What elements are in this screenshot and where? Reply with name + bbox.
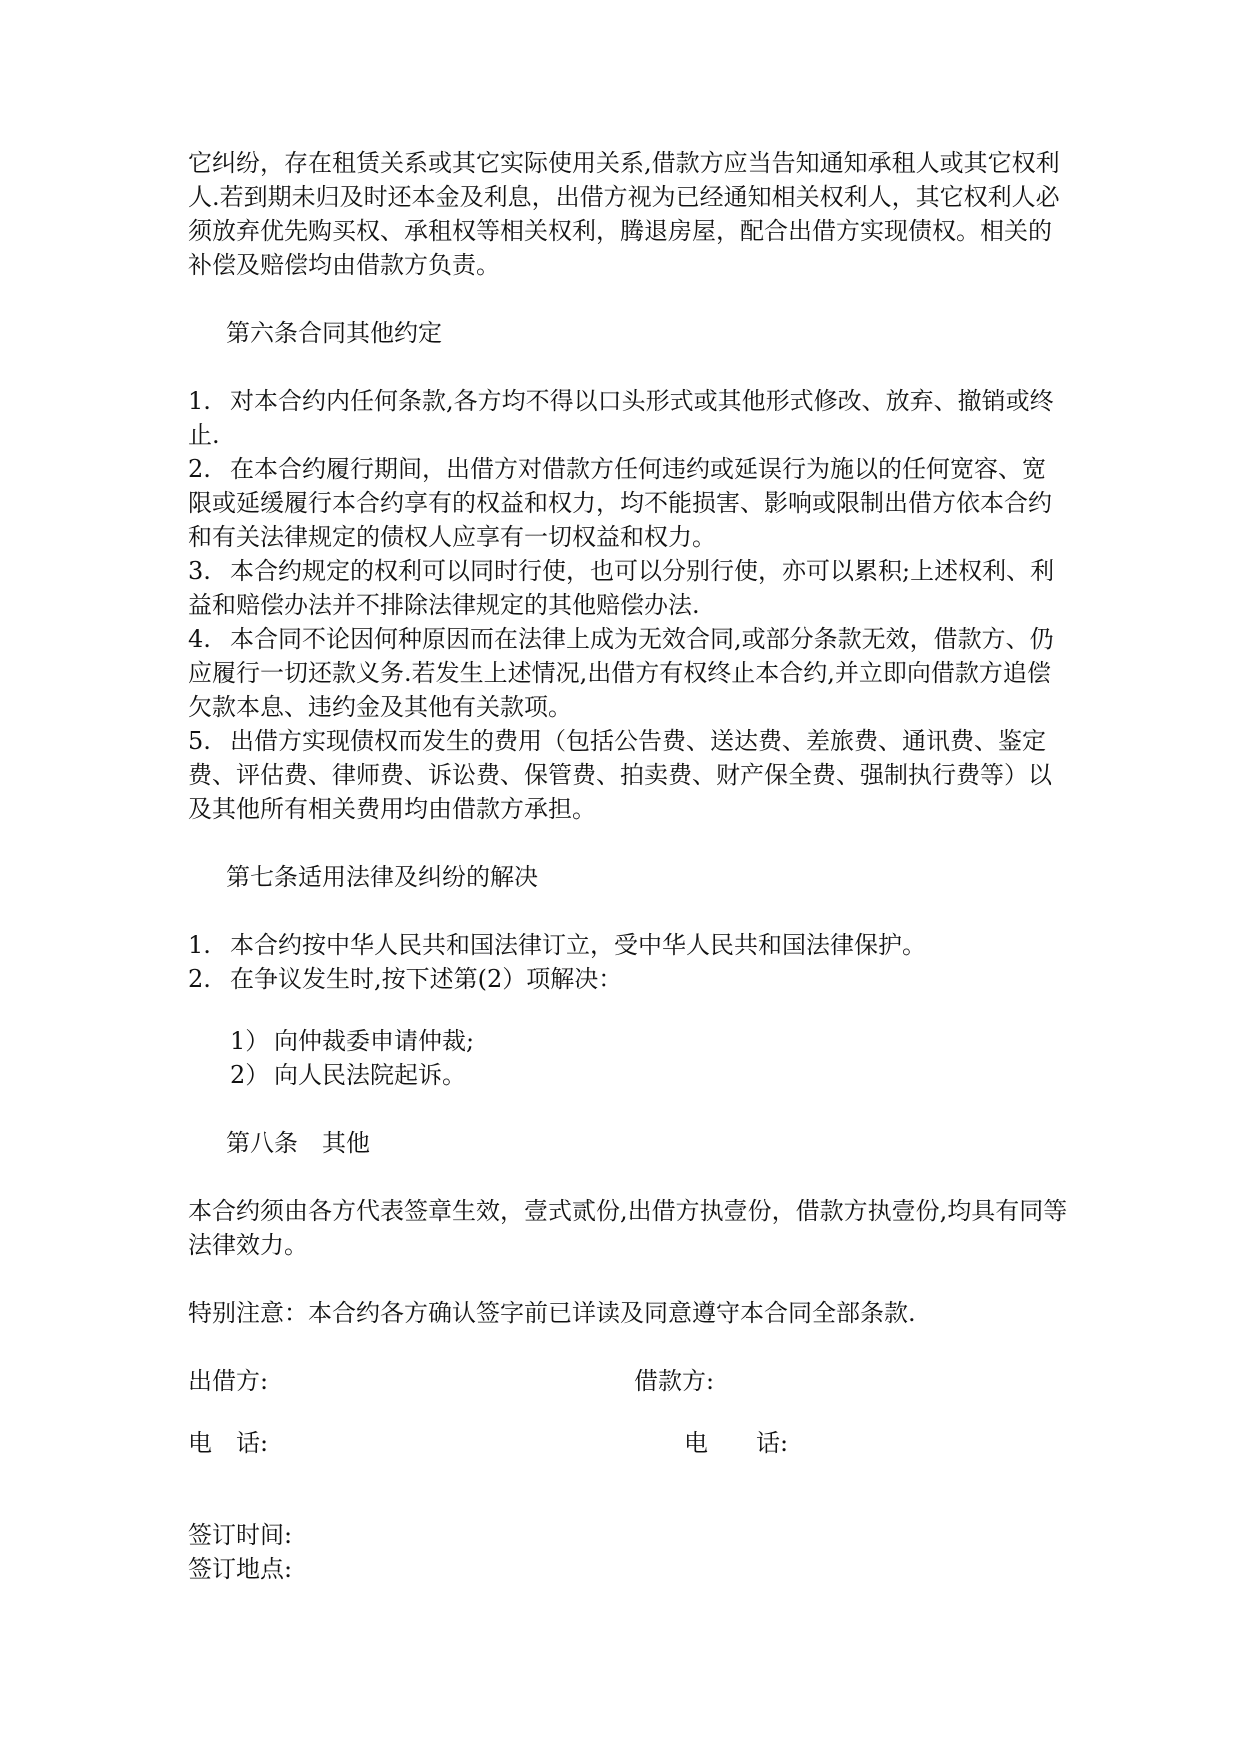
- document-body: [188, 146, 1068, 1586]
- list-item-number: 4.: [188, 625, 211, 653]
- article6-list: [188, 384, 1068, 826]
- special-notice: 特别注意：本合约各方确认签字前已详读及同意遵守本合同全部条款.: [188, 1299, 916, 1327]
- article6-heading: 第六条合同其他约定: [226, 319, 442, 347]
- list-item: [188, 554, 1068, 622]
- article8-text: 本合约须由各方代表签章生效，壹式贰份,出借方执壹份，借款方执壹份,均具有同等法律效力。: [188, 1197, 1068, 1259]
- option-item: [188, 1024, 1068, 1058]
- list-item-number: 3.: [188, 557, 211, 585]
- option-text: 向人民法院起诉。: [274, 1061, 466, 1089]
- list-item-text: 本合约规定的权利可以同时行使，也可以分别行使，亦可以累积;上述权利、利益和赔偿办法并不排除法律规定的其他赔偿办法.: [188, 557, 1055, 619]
- list-item-number: 5.: [188, 727, 211, 755]
- list-item-number: 1.: [188, 931, 211, 959]
- option-text: 向仲裁委申请仲裁;: [274, 1027, 475, 1055]
- list-item-text: 本合约按中华人民共和国法律订立，受中华人民共和国法律保护。: [230, 931, 926, 959]
- list-item: [188, 452, 1068, 554]
- option-item: [188, 1058, 1068, 1092]
- list-item: [188, 384, 1068, 452]
- article7-list: [188, 928, 1068, 996]
- list-item: [188, 724, 1068, 826]
- list-item-number: 1.: [188, 387, 211, 415]
- list-item-text: 对本合约内任何条款,各方均不得以口头形式或其他形式修改、放弃、撤销或终止.: [188, 387, 1054, 449]
- article7-options: [188, 1024, 1068, 1092]
- option-number: 2）: [230, 1061, 270, 1089]
- sign-time-label: 签订时间:: [188, 1521, 293, 1549]
- lender-phone-label: 电 话:: [188, 1429, 269, 1457]
- list-item-text: 出借方实现债权而发生的费用（包括公告费、送达费、差旅费、通讯费、鉴定费、评估费、律师费、诉讼费、保管费、拍卖费、财产保全费、强制执行费等）以及其他所有相关费用均由借款方承担。: [188, 727, 1052, 823]
- list-item-text: 在争议发生时,按下述第(2）项解决：: [230, 965, 623, 993]
- sign-place-label: 签订地点:: [188, 1555, 293, 1583]
- article8-heading: 第八条 其他: [226, 1129, 370, 1157]
- option-number: 1）: [230, 1027, 270, 1055]
- list-item-text: 在本合约履行期间，出借方对借款方任何违约或延误行为施以的任何宽容、宽限或延缓履行本合约享有的权益和权力，均不能损害、影响或限制出借方依本合约和有关法律规定的债权人应享有一切权益和权力。: [188, 455, 1052, 551]
- list-item-number: 2.: [188, 455, 211, 483]
- list-item-number: 2.: [188, 965, 211, 993]
- borrower-phone-label: 电 话:: [684, 1429, 789, 1457]
- borrower-label: 借款方:: [634, 1367, 715, 1395]
- article7-heading: 第七条适用法律及纠纷的解决: [226, 863, 538, 891]
- list-item: [188, 962, 1068, 996]
- signature-row: [188, 1364, 1068, 1398]
- phone-row: [188, 1426, 1068, 1460]
- lender-label: 出借方:: [188, 1367, 269, 1395]
- list-item: [188, 928, 1068, 962]
- list-item-text: 本合同不论因何种原因而在法律上成为无效合同,或部分条款无效，借款方、仍应履行一切还款义务.若发生上述情况,出借方有权终止本合约,并立即向借款方追偿欠款本息、违约金及其他有关款项。: [188, 625, 1054, 721]
- list-item: [188, 622, 1068, 724]
- intro-paragraph: 它纠纷，存在租赁关系或其它实际使用关系,借款方应当告知通知承租人或其它权利人.若到期未归及时还本金及利息，出借方视为已经通知相关权利人，其它权利人必须放弃优先购买权、承租权等相关权利，腾退房屋，配合出借方实现债权。相关的补偿及赔偿均由借款方负责。: [188, 149, 1060, 279]
